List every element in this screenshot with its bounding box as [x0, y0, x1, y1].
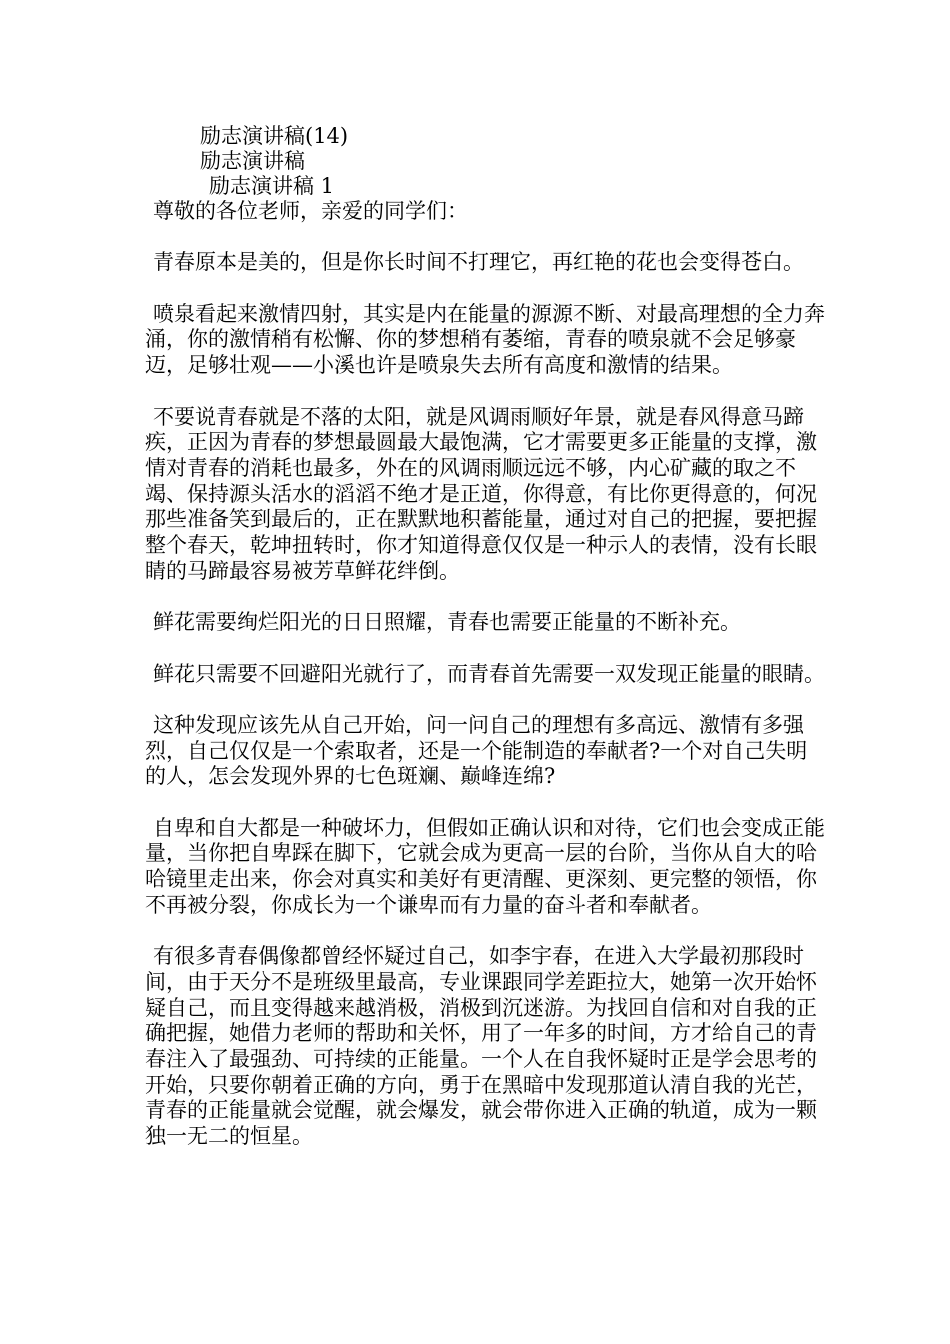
paragraph-1: 青春原本是美的，但是你长时间不打理它，再红艳的花也会变得苍白。 [153, 250, 804, 275]
speech-body [145, 199, 825, 1176]
paragraph-3: 不要说青春就是不落的太阳，就是风调雨顺好年景，就是春风得意马蹄疾，正因为青春的梦想最圆最大最饱满，它才需要更多正能量的支撑，激情对青春的消耗也最多，外在的风调雨顺远远不够，内心矿藏的取之不竭、保持源头活水的滔滔不绝才是正道，你得意，有比你更得意的，何况那些准备笑到最后的，正在默默地积蓄能量，通过对自己的把握，要把握整个春天，乾坤扭转时，你才知道得意仅仅是一种示人的表情，没有长眼睛的马蹄最容易被芳草鲜花绊倒。 [145, 404, 817, 583]
document-title-line-2: 励志演讲稿 [200, 149, 305, 173]
paragraph-6: 这种发现应该先从自己开始，问一问自己的理想有多高远、激情有多强烈，自己仅仅是一个索取者，还是一个能制造的奉献者?一个对自己失明的人，怎会发现外界的七色斑斓、巅峰连绵? [145, 712, 808, 789]
paragraph-5: 鲜花只需要不回避阳光就行了，而青春首先需要一双发现正能量的眼睛。 [153, 661, 825, 686]
salutation: 尊敬的各位老师，亲爱的同学们： [153, 199, 468, 223]
document-title-line-1: 励志演讲稿(14) [200, 124, 349, 148]
paragraph-4: 鲜花需要绚烂阳光的日日照耀，青春也需要正能量的不断补充。 [153, 610, 741, 635]
paragraph-2: 喷泉看起来激情四射，其实是内在能量的源源不断、对最高理想的全力奔涌，你的激情稍有松懈、你的梦想稍有萎缩，青春的喷泉就不会足够豪迈，足够壮观——小溪也许是喷泉失去所有高度和激情的结果。 [145, 301, 825, 378]
paragraph-7: 自卑和自大都是一种破坏力，但假如正确认识和对待，它们也会变成正能量，当你把自卑踩在脚下，它就会成为更高一层的台阶，当你从自大的哈哈镜里走出来，你会对真实和美好有更清醒、更深刻、更完整的领悟，你不再被分裂，你成长为一个谦卑而有力量的奋斗者和奉献者。 [145, 815, 825, 917]
document-title-line-3: 励志演讲稿 1 [209, 174, 335, 198]
paragraph-8: 有很多青春偶像都曾经怀疑过自己，如李宇春，在进入大学最初那段时间，由于天分不是班级里最高，专业课跟同学差距拉大，她第一次开始怀疑自己，而且变得越来越消极，消极到沉迷游。为找回自信和对自我的正确把握，她借力老师的帮助和关怀，用了一年多的时间，方才给自己的青春注入了最强劲、可持续的正能量。一个人在自我怀疑时正是学会思考的开始，只要你朝着正确的方向，勇于在黑暗中发现那道认清自我的光芒，青春的正能量就会觉醒，就会爆发，就会带你进入正确的轨道，成为一颗独一无二的恒星。 [145, 944, 817, 1149]
